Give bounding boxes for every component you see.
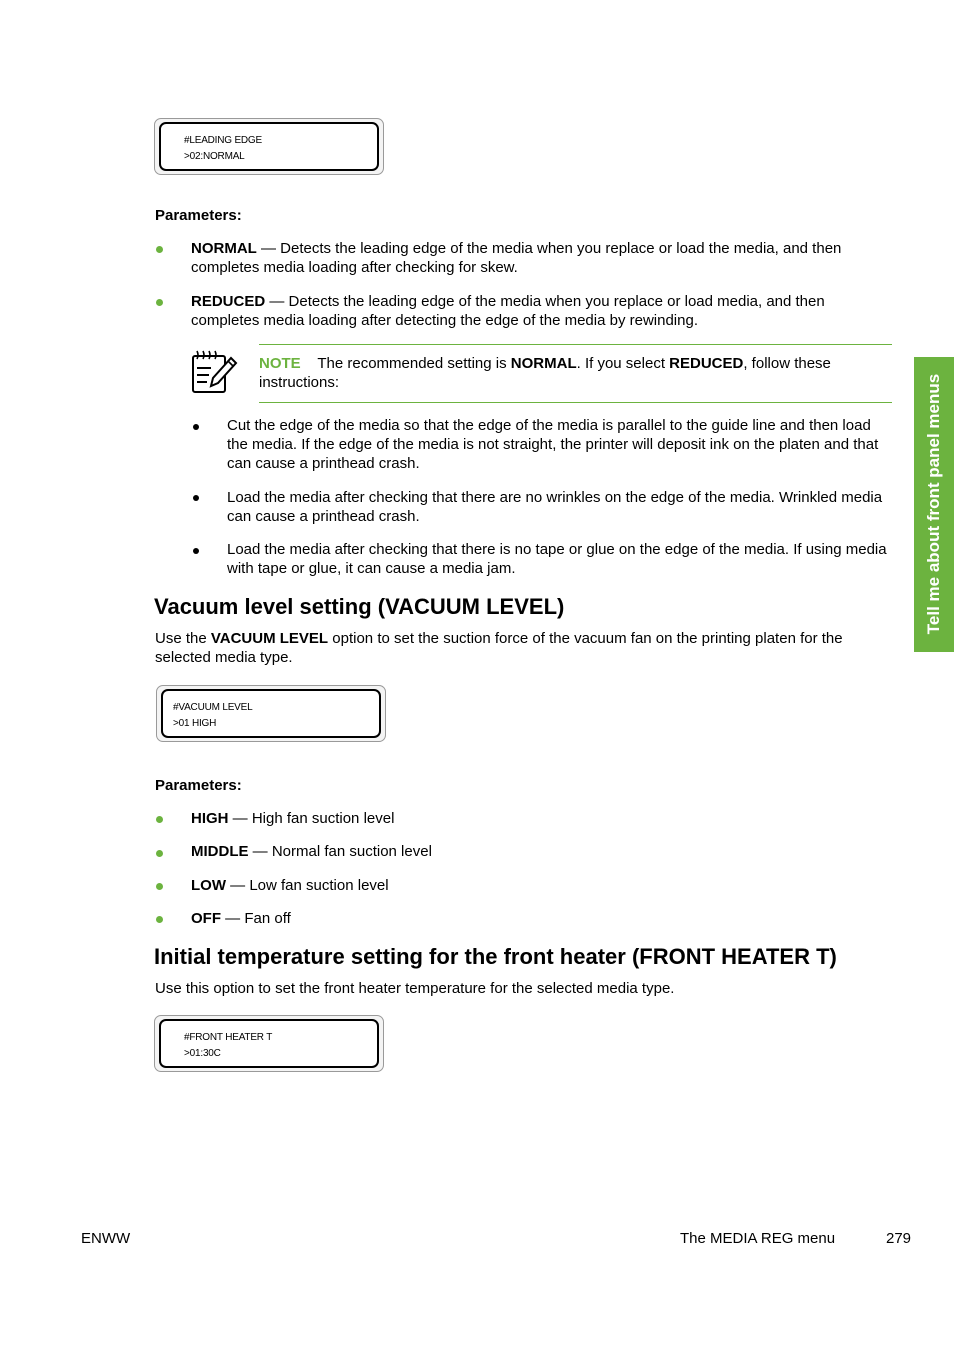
section-heading-front-heater: Initial temperature setting for the front heater (FRONT HEATER T) bbox=[154, 944, 837, 969]
footer-section: The MEDIA REG menu bbox=[680, 1230, 836, 1247]
lcd-line-1: #VACUUM LEVEL bbox=[173, 702, 253, 713]
front-heater-intro: Use this option to set the front heater temperature for the selected media type. bbox=[155, 980, 675, 997]
lcd-line-2: >02:NORMAL bbox=[184, 151, 245, 162]
param-item-middle: MIDDLE — Normal fan suction level bbox=[191, 843, 432, 860]
note-text: NOTE The recommended setting is NORMAL. If you select REDUCED, follow these instructions: bbox=[259, 355, 831, 391]
bullet-icon bbox=[156, 850, 163, 857]
lcd-leading-edge bbox=[154, 118, 384, 175]
note-item: Cut the edge of the media so that the edge of the media is parallel to the guide line and then load the media. If the edge of the media is not straight, the printer will deposit ink on the platen and that can cause a printhead crash. bbox=[227, 417, 879, 472]
param-item-off: OFF — Fan off bbox=[191, 910, 291, 927]
note-pad-pencil-icon bbox=[191, 348, 239, 396]
param-item-normal: NORMAL — Detects the leading edge of the media when you replace or load the media, and then completes media loading after checking for skew. bbox=[191, 240, 842, 276]
parameters-label: Parameters: bbox=[155, 207, 242, 224]
bullet-icon bbox=[193, 495, 199, 501]
lcd-line-1: #FRONT HEATER T bbox=[184, 1032, 273, 1043]
note-item: Load the media after checking that there are no wrinkles on the edge of the media. Wrinkled media can cause a printhead crash. bbox=[227, 489, 883, 525]
note-top-rule bbox=[259, 344, 892, 345]
lcd-line-2: >01:30C bbox=[184, 1048, 221, 1059]
bullet-icon bbox=[156, 883, 163, 890]
bullet-icon bbox=[156, 246, 163, 253]
chapter-side-tab bbox=[914, 357, 954, 652]
note-item: Load the media after checking that there is no tape or glue on the edge of the media. If using media with tape or glue, it can cause a media jam. bbox=[227, 541, 887, 577]
lcd-screen bbox=[161, 689, 381, 738]
note-label: NOTE bbox=[259, 355, 301, 372]
bullet-icon bbox=[156, 299, 163, 306]
bullet-icon bbox=[156, 816, 163, 823]
lcd-screen bbox=[159, 122, 379, 171]
lcd-front-heater bbox=[154, 1015, 384, 1072]
lcd-vacuum-level bbox=[156, 685, 386, 742]
param-item-low: LOW — Low fan suction level bbox=[191, 877, 389, 894]
lcd-line-2: >01 HIGH bbox=[173, 718, 217, 729]
parameters-label: Parameters: bbox=[155, 777, 242, 794]
footer-page-number: 279 bbox=[886, 1230, 912, 1247]
bullet-icon bbox=[193, 548, 199, 554]
param-item-high: HIGH — High fan suction level bbox=[191, 810, 395, 827]
section-heading-vacuum: Vacuum level setting (VACUUM LEVEL) bbox=[154, 594, 565, 619]
note-bottom-rule bbox=[259, 402, 892, 403]
bullet-icon bbox=[193, 424, 199, 430]
footer-left: ENWW bbox=[81, 1230, 131, 1247]
vacuum-intro: Use the VACUUM LEVEL option to set the suction force of the vacuum fan on the printing platen for the selected media type. bbox=[155, 630, 843, 666]
lcd-line-1: #LEADING EDGE bbox=[184, 135, 262, 146]
chapter-side-tab-label: Tell me about front panel menus bbox=[924, 373, 943, 635]
bullet-icon bbox=[156, 916, 163, 923]
lcd-screen bbox=[159, 1019, 379, 1068]
param-item-reduced: REDUCED — Detects the leading edge of the media when you replace or load media, and then completes media loading after detecting the edge of the media by rewinding. bbox=[191, 293, 825, 329]
